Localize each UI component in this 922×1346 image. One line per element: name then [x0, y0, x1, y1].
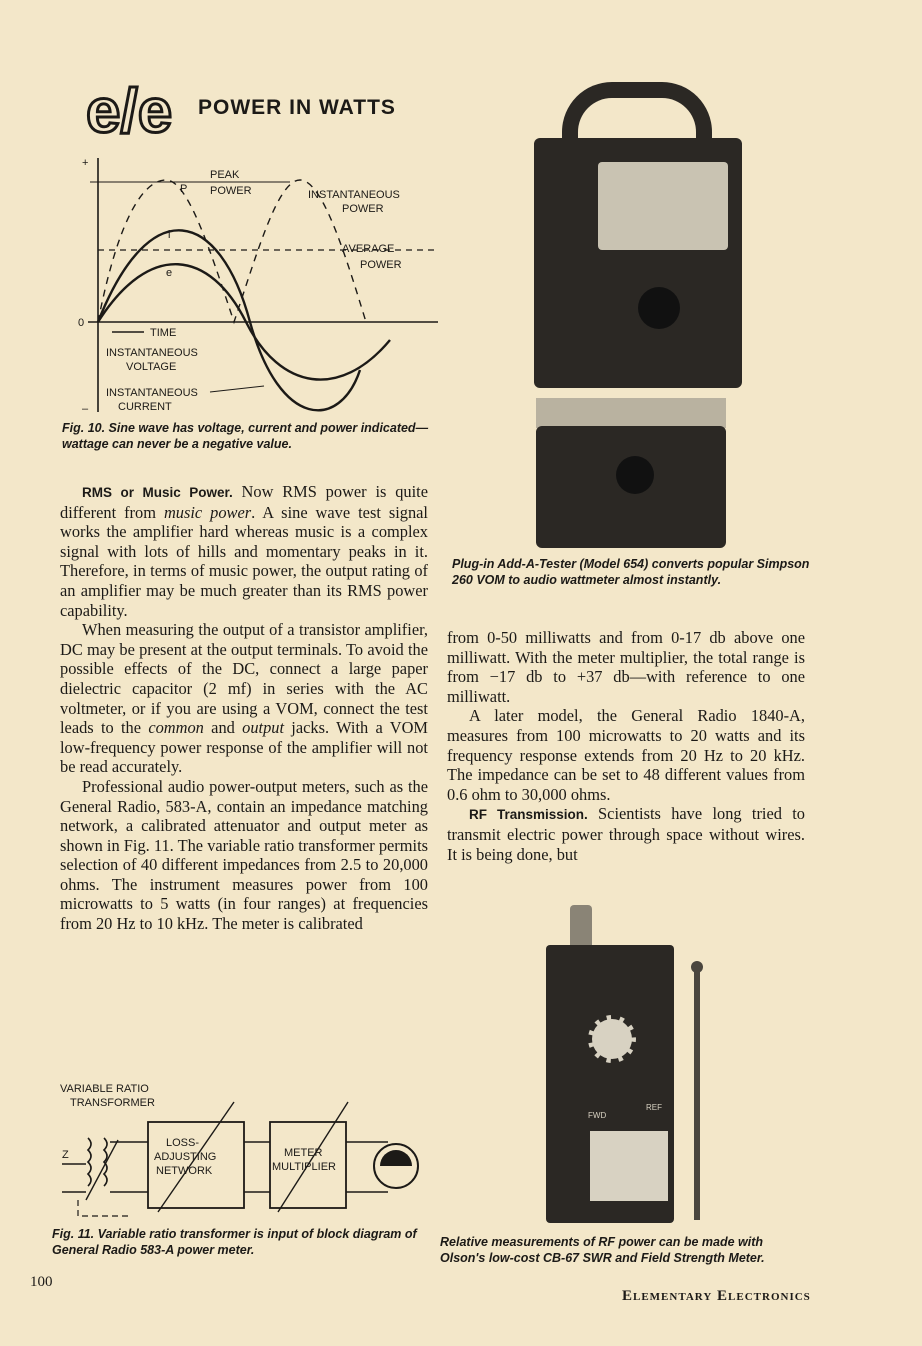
simpson-vom-photo	[520, 82, 750, 392]
rms-paragraph: RMS or Music Power. Now RMS power is quite different from music power. A sine wave test signal works the amplifier hard whereas music is a complex signal with lots of hills and momentary peaks in it. Therefore, in terms of music power, the output rating of an amplifier may be much greater than its RMS power capability.	[60, 482, 428, 620]
minus-sign: –	[82, 403, 89, 415]
fig11-block-diagram	[58, 1080, 438, 1220]
inst-power-label-2: POWER	[342, 203, 384, 215]
rms-heading: RMS or Music Power.	[82, 485, 233, 500]
fwd-label: FWD	[588, 1111, 607, 1120]
fig11-caption: Fig. 11. Variable ratio transformer is input of block diagram of General Radio 583-A power meter.	[52, 1227, 417, 1257]
peak-label: PEAK	[210, 169, 240, 181]
logo-text: e/e	[86, 77, 173, 146]
right-column	[447, 628, 805, 864]
page-number: 100	[30, 1274, 53, 1290]
magazine-name: Elementary Electronics	[622, 1288, 811, 1304]
p-label: P	[180, 183, 188, 195]
power-label: POWER	[210, 185, 252, 197]
time-label: TIME	[150, 327, 177, 339]
later-model-paragraph: A later model, the General Radio 1840-A, measures from 100 microwatts to 20 watts and its frequency response extends from 20 Hz to 20 kHz. The impedance can be set to 48 different values from 0.6 ohm to 30,000 ohms.	[447, 706, 805, 804]
fig10-waveform-diagram	[60, 150, 440, 420]
range-paragraph: from 0-50 milliwatts and from 0-17 db above one milliwatt. With the meter multiplier, the total range is from −17 db to +37 db—with reference to one milliwatt.	[447, 628, 805, 706]
loss-label-3: NETWORK	[156, 1165, 213, 1177]
rf-heading: RF Transmission.	[469, 807, 588, 823]
i-label: i	[168, 229, 171, 241]
inst-power-label-1: INSTANTANEOUS	[308, 189, 400, 201]
var-ratio-label-2: TRANSFORMER	[70, 1097, 155, 1109]
e-label: e	[166, 267, 173, 279]
ee-logo	[86, 68, 186, 153]
var-ratio-label-1: VARIABLE RATIO	[60, 1083, 149, 1095]
inst-current-label-2: CURRENT	[118, 401, 172, 413]
meter-label-1: METER	[284, 1147, 323, 1159]
transistor-paragraph: When measuring the output of a transistor amplifier, DC may be present at the output terminals. To avoid the possible effects of the DC, connect a large paper dielectric capacitor (2 mf) in series with the AC voltmeter, or if you are using a VOM, connect the test leads to the common and output jacks. With a VOM low-frequency power response of the amplifier will not be read accurately.	[60, 620, 428, 777]
photo1-caption: Plug-in Add-A-Tester (Model 654) converts popular Simpson 260 VOM to audio wattmeter almost instantly.	[452, 557, 810, 587]
meter-label-2: MULTIPLIER	[272, 1161, 336, 1173]
loss-label-1: LOSS-	[166, 1137, 200, 1149]
left-column	[60, 482, 428, 934]
fig10-caption: Fig. 10. Sine wave has voltage, current and power indicated—wattage can never be a negative value.	[62, 421, 429, 451]
zero-label: 0	[78, 317, 85, 329]
rf-paragraph: RF Transmission. Scientists have long tried to transmit electric power through space without wires. It is being done, but	[447, 804, 806, 864]
inst-voltage-label-1: INSTANTANEOUS	[106, 347, 198, 359]
professional-paragraph: Professional audio power-output meters, such as the General Radio, 583-A, contain an impedance matching network, a calibrated attenuator and output meter as shown in Fig. 11. The variable ratio transformer permits selection of 40 different impedances from 2.5 to 20,000 ohms. The instrument measures power from 100 microwatts to 5 watts (in four ranges) at frequencies from 20 Hz to 10 kHz. The meter is calibrated	[60, 776, 428, 934]
inst-current-label-1: INSTANTANEOUS	[106, 387, 198, 399]
plus-sign: +	[82, 157, 89, 169]
inst-voltage-label-2: VOLTAGE	[126, 361, 177, 373]
ref-label: REF	[646, 1103, 662, 1112]
add-a-tester-photo	[536, 398, 726, 548]
olson-swr-meter-photo	[528, 905, 740, 1230]
loss-label-2: ADJUSTING	[154, 1151, 217, 1163]
average-label: AVERAGE	[342, 243, 395, 255]
avg-power-label: POWER	[360, 259, 402, 271]
z-label: Z	[62, 1149, 69, 1161]
photo3-caption: Relative measurements of RF power can be made with Olson's low-cost CB-67 SWR and Field Strength Meter.	[440, 1235, 765, 1265]
page-title: POWER IN WATTS	[198, 96, 396, 119]
